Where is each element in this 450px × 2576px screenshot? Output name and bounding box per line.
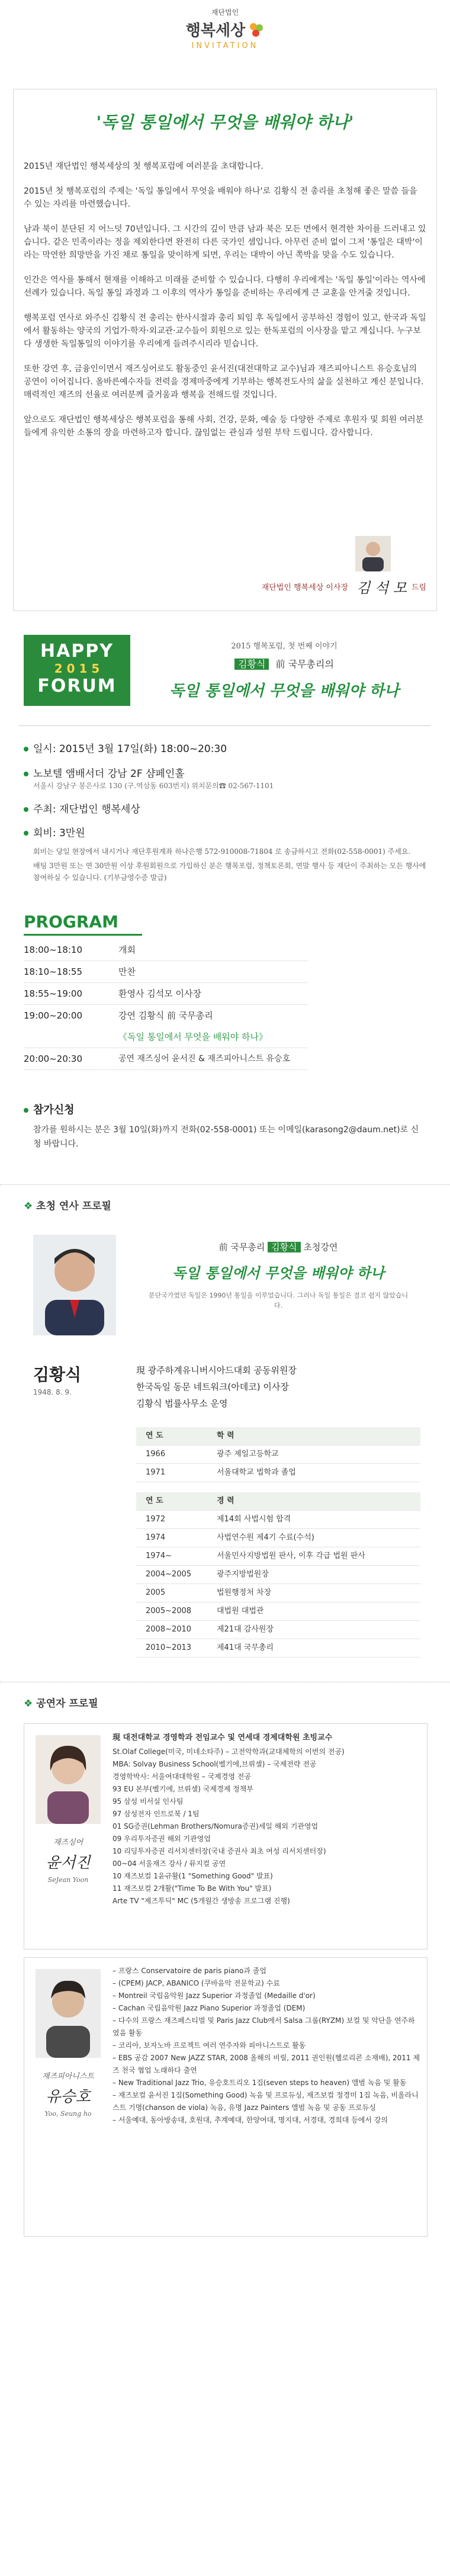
bio-line: – 프랑스 Conservatoire de paris piano과 졸업 [112, 1967, 266, 1975]
bio-line: – 재즈보컬 윤서진 1집(Something Good) 녹음 및 프로듀싱, 재즈보컬 정경미 1집 녹음, 비올라니스트 기명(chanson de viola) 녹음, 유명 Jazz Painters 앨범 녹음 및 공동 프로듀싱 [112, 2091, 419, 2112]
speaker-section-title: 초청 연사 프로필 [36, 1200, 111, 1212]
forum-speaker-line: 前 국무총리의 [275, 659, 334, 670]
bio-line: – 서울예대, 동아방송대, 호원대, 추계예대, 한양여대, 명지대, 서경대, 경희대 등에서 강의 [112, 2116, 388, 2124]
performer-2-bio [112, 1965, 420, 2127]
logo-icon [249, 22, 264, 37]
performer-1-name: 윤서진 [46, 1854, 91, 1872]
apply-title: 참가신청 [33, 1104, 75, 1116]
bio-line: – Cachan 국립음악원 Jazz Piano Superior 과정졸업 (DEM) [112, 2004, 306, 2012]
performer-2-photo-icon [36, 1969, 101, 2058]
speaker-kicker [136, 1241, 420, 1311]
intro-paragraph-2: 2015년 첫 행복포럼의 주제는 '독일 통일에서 무엇을 배워야 하나'로 김황식 전 총리를 초청해 좋은 말씀 들을 수 있는 자리를 마련했습니다. [24, 187, 417, 209]
program-time: 19:00~20:00 [24, 1010, 83, 1021]
speaker-kicker-post: 초청강연 [303, 1242, 338, 1252]
education-row: 1971 서울대학교 법학과 졸업 [136, 1464, 420, 1482]
bio-line: St.Olaf College(미국, 미네소타주) – 고전악학과(교대체학의 이번의 전공) [112, 1748, 345, 1756]
bio-line: MBA: Solvay Business School(벨기에,브뤼셀) – 국제전략 전공 [112, 1760, 317, 1768]
forum-badge-line1: HAPPY [40, 641, 114, 661]
bio-line: 97 삼성전자 인트로북 / 1팀 [112, 1810, 200, 1818]
chairman-photo-icon [355, 536, 391, 571]
program-title: PROGRAM [24, 912, 118, 932]
detail-fee: 회비: 3만원 [33, 827, 85, 839]
speaker-role: 김황식 법률사무소 운영 [136, 1398, 228, 1409]
education-row: 1966 광주 제일고등학교 [136, 1446, 420, 1464]
program-row [24, 1048, 308, 1070]
detail-venue-address: 서울시 강남구 봉은사로 130 (구.역삼동 603번지) 위치문의☎ 02-567-1101 [33, 782, 274, 790]
forum-title: 독일 통일에서 무엇을 배워야 하나 [169, 682, 399, 700]
intro-headline: '독일 통일에서 무엇을 배워야 하나' [96, 113, 354, 132]
detail-host: 주최: 재단법인 행복세상 [33, 804, 140, 815]
detail-fee-text-1: 회비는 당일 현장에서 내시거나 재단후원계좌 하나은행 572-910008-71804 로 송금하시고 전화(02-558-0001) 주세요. [33, 847, 411, 856]
forum-kicker: 2015 행복포럼, 첫 번째 이야기 [231, 642, 338, 651]
performers-section-header: ❖ 공연자 프로필 [24, 1698, 98, 1710]
career-table [136, 1492, 420, 1658]
bio-line: 95 삼성 비서실 인사팀 [112, 1797, 184, 1806]
speaker-kicker-pre: 前 국무총리 [218, 1242, 265, 1252]
bio-line: 10 재즈보컬 1윤규활(1 "Something Good" 발표) [112, 1872, 273, 1880]
detail-fee-text-2: 배팅 3만원 또는 연 30만원 이상 후원회원으로 가입하신 분은 행복포럼, 정책토론회, 연말 행사 등 재단이 주최하는 모든 행사에 참여하실 수 있습니다. (기부금영수증 발급) [33, 862, 426, 882]
bio-line: 09 우리투자증권 해외 기관영업 [112, 1835, 211, 1843]
speaker-role: 現 광주하계유니버시아드대회 공동위원장 [136, 1365, 297, 1376]
career-row: 1974~ 서울민사지방법원 판사, 이후 각급 법원 판사 [136, 1547, 420, 1566]
career-header: 연 도 경 력 [136, 1492, 420, 1511]
program-row [24, 1026, 308, 1048]
program-desc: 환영사 김석모 이사장 [118, 988, 201, 999]
intro-paragraph-4: 인간은 역사를 통해서 현재를 이해하고 미래를 준비할 수 있습니다. 다행히 우리에게는 '독일 통일'이라는 역사에 선례가 있습니다. 독일 통일 과정과 그 이후의 역사가 통일을 준비하는 우리에게 큰 교훈을 안겨줄 것입니다. [24, 275, 426, 298]
intro-paragraph-5: 행복포럼 연사로 와주신 김황식 전 총리는 한사시절과 총리 퇴임 후 독일에서 공부하신 경험이 있고, 한국과 독일에서 활동하는 양국의 기업가·학자·외교관·교수들이 회원으로 있는 한독포럼의 이사장을 맡고 계십니다. 누구보다 생생한 독일통일의 이야기를 우리에게 들려주시리라 믿습니다. [24, 313, 426, 349]
program-time: 18:55~19:00 [24, 988, 83, 999]
career-row: 2005~2008 대법원 대법관 [136, 1602, 420, 1621]
bio-line: Arte TV "제즈투딕" MC (5개월간 생방송 프로그램 진행) [112, 1897, 290, 1905]
speaker-section-header: ❖ 초청 연사 프로필 [24, 1200, 111, 1212]
bio-line: 10 리딩투자증권 리서치센터장(국내 증권사 최초 여성 리서치센터장) [112, 1847, 326, 1855]
org-small-label: 재단법인 [211, 8, 239, 17]
program-row [24, 983, 308, 1005]
bio-line: – EBS 공감 2007 New JAZZ STAR, 2008 올해의 비릴, 2011 권인원(헬로리콘 소재배), 2011 제즈 천국 협업 노래하다 출연 [112, 2054, 420, 2074]
performer-1-bio [112, 1730, 420, 1907]
performer-1-id [36, 1836, 101, 1884]
header [0, 7, 450, 72]
career-row: 2005 법원행정처 차장 [136, 1584, 420, 1602]
program-row [24, 961, 308, 983]
performer-2-caption: 재즈피아니스트 [42, 2072, 94, 2081]
education-header: 연 도 학 력 [136, 1427, 420, 1446]
forum-badge-line3: FORUM [37, 676, 117, 696]
program-desc: 《독일 통일에서 무엇을 배워야 하나》 [118, 1032, 268, 1042]
forum-heading [142, 640, 426, 701]
program-row [24, 1005, 308, 1026]
speaker-role: 한국독일 동문 네트워크(아데코) 이사장 [136, 1382, 289, 1392]
apply-text: 참가를 원하시는 분은 3월 10일(화)까지 전화(02-558-0001) 또는 이메일(karasong2@daum.net)로 신청 바랍니다. [33, 1125, 419, 1149]
apply [24, 1101, 426, 1151]
forum-speaker-tag: 김황식 [234, 659, 269, 670]
program-time: 20:00~20:30 [24, 1053, 83, 1064]
bio-line: – 다수의 프랑스 재즈페스티벌 및 Paris Jazz Club에서 Salsa 그룹(RYZM) 보컬 및 악단을 연주하였음 활동 [112, 2016, 415, 2037]
org-name: 행복세상 [185, 22, 246, 40]
speaker-name: 김황식 [33, 1365, 82, 1385]
performer-2-roman: Yoo, Seung ho [44, 2110, 92, 2118]
program-time: 18:10~18:55 [24, 966, 83, 977]
program-time [24, 1026, 118, 1048]
speaker-talk-title: 독일 통일에서 무엇을 배워야 하나 [172, 1264, 384, 1281]
signature [249, 571, 426, 601]
org-sub-label: INVITATION [191, 41, 259, 50]
forum-badge [24, 635, 130, 706]
speaker-id [33, 1362, 128, 1396]
program-desc: 강연 김황식 前 국무총리 [118, 1010, 213, 1021]
bio-line: 現 대전대학교 경영학과 전임교수 및 연세대 경제대학원 초빙교수 [112, 1733, 333, 1742]
sign-suffix: 드림 [411, 583, 426, 592]
bio-line: 11 재즈보컬 2개활("Time To Be With You" 발표) [112, 1884, 272, 1893]
intro-body [24, 160, 426, 439]
intro-paragraph-7: 앞으로도 재단법인 행복세상은 행복포럼을 통해 사회, 건강, 문화, 예술 등 다양한 주제로 후원자 및 회원 여러분들에게 유익한 소통의 장을 마련하고자 합니다. 끊임없는 관심과 성원 부탁 드립니다. 감사합니다. [24, 415, 424, 438]
details [24, 740, 426, 884]
career-row: 1974 사법연수원 제4기 수료(수석) [136, 1529, 420, 1547]
program-desc: 공연 재즈싱어 윤서진 & 재즈피아니스트 유승호 [118, 1054, 291, 1064]
sign-name: 김 석 모 [356, 579, 407, 596]
performer-2-id [33, 2070, 104, 2118]
career-row: 1972 제14회 사법시험 합격 [136, 1511, 420, 1529]
speaker-born: 1948. 8. 9. [33, 1388, 72, 1396]
performer-1-photo-icon [36, 1735, 101, 1824]
performer-1-caption: 재즈싱어 [53, 1838, 83, 1847]
career-row: 2008~2010 제21대 감사원장 [136, 1621, 420, 1639]
program [24, 912, 426, 1070]
career-row: 2004~2005 광주지방법원장 [136, 1566, 420, 1584]
speaker-kicker-name: 김황식 [268, 1242, 300, 1252]
speaker-photo-icon [33, 1235, 116, 1335]
intro-paragraph-6: 또한 강연 후, 금융인이면서 재즈싱어로도 활동중인 윤서진(대전대학교 교수)님과 재즈피아니스트 유승호님의 공연이 이어집니다. 올바른예수자들 전력을 경제마중에게 기부하는 행복전도사의 삶을 실천하고 계신 분입니다. 매력적인 재즈의 선율로 여러분께 즐거움과 행복을 전해드릴 것입니다. [24, 364, 424, 400]
bio-line: 00~04 서울재즈 강사 / 뮤지컬 공연 [112, 1859, 226, 1868]
intro-paragraph-1: 2015년 재단법인 행복세상의 첫 행복포럼에 여러분을 초대합니다. [24, 162, 263, 171]
bio-line: 경영학박사: 서울여대대학원 – 국제경영 전공 [112, 1772, 251, 1781]
bio-line: – 코리아, 보자노바 프로젝트 여러 연주자와 피아니스트로 활동 [112, 2041, 306, 2050]
detail-venue: 노보텔 앰배서더 강남 2F 샴페인홀 [33, 768, 185, 780]
speaker-roles [136, 1362, 420, 1412]
program-time: 18:00~18:10 [24, 945, 83, 955]
program-row [24, 939, 308, 961]
forum-badge-line2: 2 0 1 5 [54, 661, 100, 676]
detail-date: 일시: 2015년 3월 17일(화) 18:00~20:30 [33, 743, 227, 755]
bio-line: – (CPEM) JACP, ABANICO (쿠바음악 전문학교) 수료 [112, 1979, 280, 1987]
bio-line: 01 SG증권(Lehman Brothers/Nomura증권)세일 해외 기관영업 [112, 1822, 319, 1830]
career-row: 2010~2013 제41대 국무총리 [136, 1639, 420, 1658]
education-table [136, 1427, 420, 1482]
intro-paragraph-3: 남과 북이 분단된 지 어느덧 70년입니다. 그 시간의 깊이 만큼 남과 북은 모든 면에서 현격한 차이를 드러내고 있습니다. 같은 민족이라는 정을 제외한다면 완전히 다른 국가인 셈입니다. 아무런 준비 없이 그저 '통일은 대박'이라는 막연한 희망만을 가진 채로 통일을 맞이하게 되면, 우리는 대박이 아닌 쪽박을 맞을 수도 있습니다. [24, 224, 426, 260]
performer-2-name: 유승호 [46, 2088, 91, 2106]
speaker-talk-desc: 분단국가였던 독일은 1990년 통일을 이루었습니다. 그러나 독일 통일은 결코 쉽지 않았습니다. [148, 1292, 409, 1309]
sign-org: 재단법인 행복세상 이사장 [261, 583, 349, 592]
bio-line: – Montreil 국립음악원 Jazz Superior 과정졸업 (Medaille d'or) [112, 1992, 316, 2000]
bio-line: 93 EU 본부(벨기에, 브뤼셀) 국제경제 정책부 [112, 1785, 253, 1793]
program-desc: 만찬 [118, 966, 136, 977]
performer-1-roman: SeJean Yoon [47, 1876, 89, 1884]
program-desc: 개회 [118, 945, 136, 955]
bio-line: – New Traditional Jazz Trio, 유승호트리오 1집(seven steps to heaven) 앨범 녹음 및 활동 [112, 2079, 407, 2087]
performers-section-title: 공연자 프로필 [36, 1698, 98, 1710]
